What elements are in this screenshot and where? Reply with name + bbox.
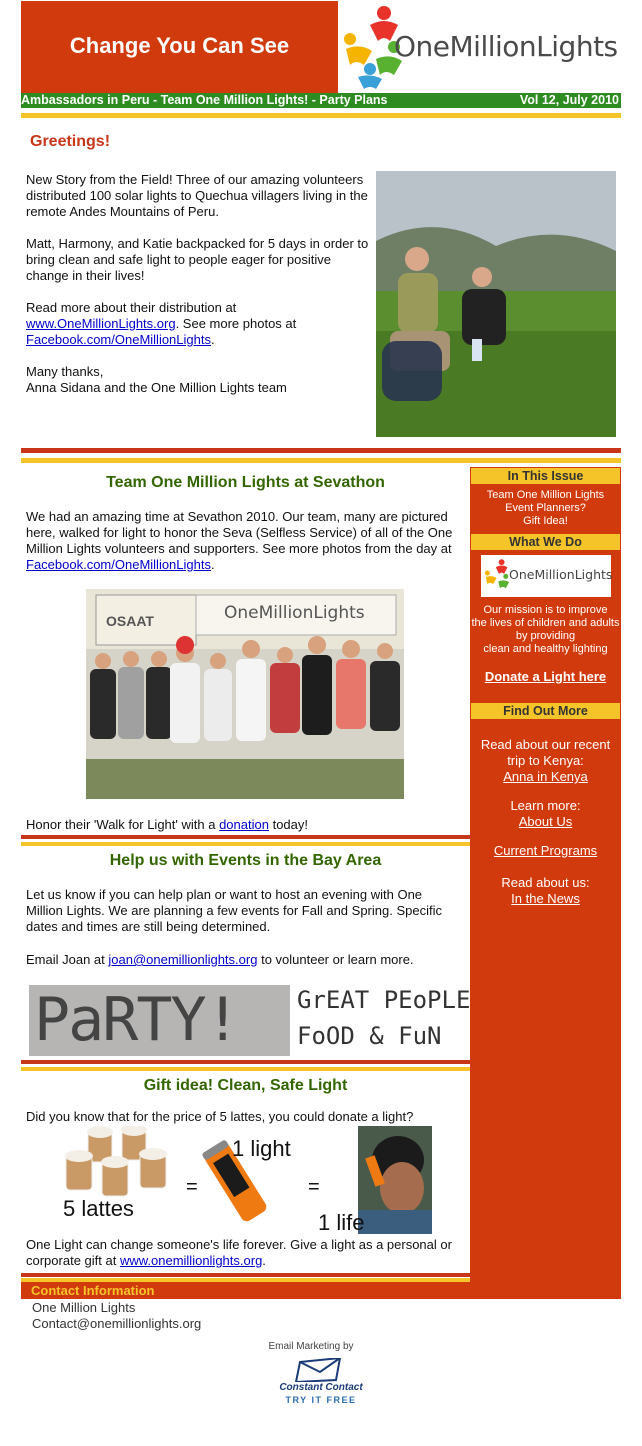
logo-wordmark: OneMillionLights — [394, 30, 618, 63]
read-about-text: Read about us: In the News — [501, 875, 590, 906]
news-link[interactable]: In the News — [511, 891, 580, 906]
people-logo-icon — [484, 558, 510, 594]
gift-paragraph: One Light can change someone's life forever. Give a light as a personal or corporate gift at www.onemillionlights.org. — [26, 1237, 452, 1268]
divider — [21, 458, 621, 463]
donation-link[interactable]: donation — [219, 817, 269, 832]
envelope-icon — [294, 1358, 344, 1382]
party-tagline-1: GrEAT PEoPLE — [297, 986, 471, 1014]
learn-more-text: Learn more: About Us — [510, 798, 581, 829]
equals-sign: = — [308, 1176, 320, 1198]
honor-text: Honor their 'Walk for Light' with a donation today! — [26, 817, 309, 832]
issue-title: Ambassadors in Peru - Team One Million Lights! - Party Plans — [21, 93, 388, 107]
light-label: 1 light — [232, 1136, 291, 1161]
try-it-free-text: TRY IT FREE — [285, 1395, 357, 1405]
divider — [21, 113, 621, 118]
party-tagline-2: FoOD & FuN — [297, 1022, 442, 1050]
contact-email[interactable]: Contact@onemillionlights.org — [32, 1316, 202, 1331]
sevathon-banner-text: OneMillionLights — [224, 603, 365, 623]
sevathon-heading: Team One Million Lights at Sevathon — [106, 474, 385, 491]
greeting-signoff: Many thanks, Anna Sidana and the One Million Lights team — [26, 364, 287, 395]
events-email-text: Email Joan at joan@onemillionlights.org to volunteer or learn more. — [26, 952, 414, 967]
sidebar-issue-item[interactable]: Team One Million Lights — [486, 489, 605, 501]
party-text: PaRTY! — [34, 985, 239, 1055]
constant-contact-text: Constant Contact — [279, 1382, 363, 1393]
email-marketing-text: Email Marketing by — [268, 1341, 354, 1352]
child-photo — [358, 1126, 432, 1234]
lattes-label: 5 lattes — [63, 1196, 134, 1221]
programs-link[interactable]: Current Programs — [493, 843, 598, 858]
kenya-text: Read about our recent trip to Kenya: Anna in Kenya — [480, 737, 611, 784]
issue-bar — [21, 93, 621, 108]
sidebar-heading-in-this-issue: In This Issue — [471, 468, 620, 484]
sevathon-paragraph: We had an amazing time at Sevathon 2010. Our team, many are pictured here, walked for light to honor the Seva (Selfless Service) of all of the One Million Lights volunteers and supporters. See more photos from the day at Facebook.com/OneMillionLights. — [26, 509, 453, 572]
kenya-link[interactable]: Anna in Kenya — [503, 769, 588, 784]
facebook-link[interactable]: Facebook.com/OneMillionLights — [26, 332, 211, 347]
issue-volume: Vol 12, July 2010 — [519, 93, 619, 107]
gift-website-link[interactable]: www.onemillionlights.org — [119, 1253, 263, 1268]
divider — [21, 1060, 470, 1064]
greeting-heading: Greetings! — [30, 133, 111, 150]
peru-photo — [376, 171, 616, 437]
sidebar-logo-text: OneMillionLights — [509, 567, 613, 582]
life-label: 1 life — [318, 1210, 365, 1235]
greeting-p3: Read more about their distribution at www.OneMillionLights.org. See more photos at Facebook.com/OneMillionLights. — [26, 300, 297, 347]
sidebar-issue-item[interactable]: Event Planners? — [505, 502, 586, 514]
website-link[interactable]: www.OneMillionLights.org — [26, 316, 176, 331]
greeting-p1: New Story from the Field! Three of our amazing volunteers distributed 100 solar lights to Quechua villagers living in the remote Andes Mountains of Peru. — [26, 172, 368, 219]
constant-contact-logo[interactable] — [270, 1358, 372, 1406]
sidebar-heading-what-we-do: What We Do — [471, 534, 620, 550]
sevathon-photo — [86, 589, 404, 799]
sidebar-heading-find-out-more: Find Out More — [471, 703, 620, 719]
gift-question: Did you know that for the price of 5 lattes, you could donate a light? — [26, 1109, 414, 1124]
joan-email-link[interactable]: joan@onemillionlights.org — [108, 952, 258, 967]
contact-heading: Contact Information — [21, 1282, 621, 1299]
divider — [21, 1067, 470, 1071]
divider — [21, 448, 621, 453]
sidebar-issue-item[interactable]: Gift Idea! — [523, 515, 568, 527]
donate-link[interactable]: Donate a Light here — [484, 669, 607, 684]
events-heading: Help us with Events in the Bay Area — [109, 852, 382, 869]
newsletter-title: Change You Can See — [69, 33, 290, 58]
equals-sign: = — [186, 1176, 198, 1198]
divider — [21, 1273, 470, 1277]
sevathon-facebook-link[interactable]: Facebook.com/OneMillionLights — [26, 557, 211, 572]
mission-text: Our mission is to improve the lives of children and adults by providing clean and healthy lighting — [471, 604, 620, 655]
gift-heading: Gift idea! Clean, Safe Light — [143, 1077, 348, 1094]
about-link[interactable]: About Us — [518, 814, 573, 829]
events-paragraph: Let us know if you can help plan or want to host an evening with One Million Lights. We are planning a few events for Fall and Spring. Specific dates and times are still being determined. — [26, 887, 442, 934]
greeting-p2: Matt, Harmony, and Katie backpacked for 5 days in order to bring clean and safe light to people eager for positive change in their lives! — [26, 236, 369, 283]
osaat-banner-text: OSAAT — [106, 613, 154, 629]
sidebar-logo — [481, 555, 611, 597]
divider — [21, 835, 470, 839]
contact-name: One Million Lights — [32, 1300, 136, 1315]
divider — [21, 842, 470, 846]
